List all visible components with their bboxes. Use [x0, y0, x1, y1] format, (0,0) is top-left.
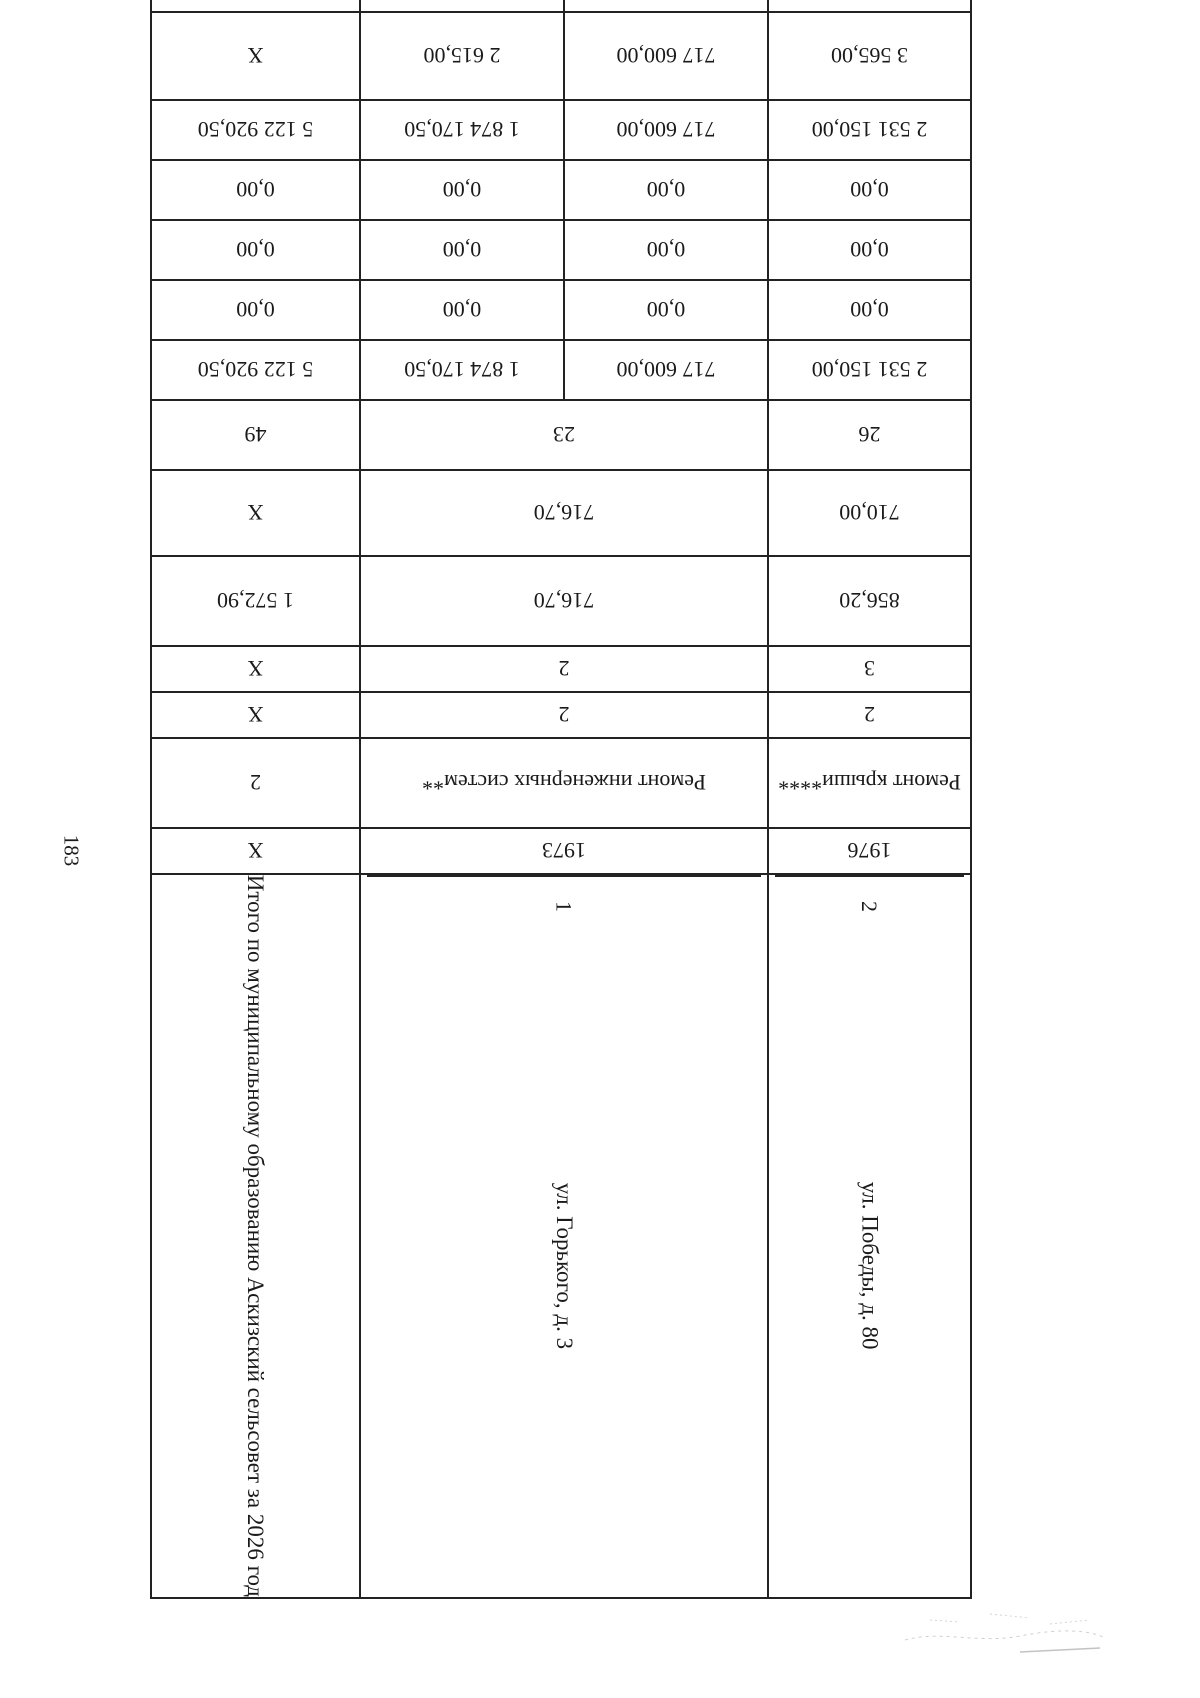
col-b-cell: 3 [768, 646, 971, 692]
page-number: 183 [59, 834, 84, 867]
unit-cost-sub: 2 615,00 [360, 12, 564, 100]
row-residents [151, 400, 971, 470]
work-type-cell: Ремонт инженерных систем** [360, 738, 768, 828]
row-address [151, 874, 971, 1598]
cost-local-sub: 0,00 [360, 160, 564, 220]
row-limit-cost [151, 0, 971, 12]
cost-fund-cell: 0,00 [151, 280, 360, 340]
residents-cell: 26 [768, 400, 971, 470]
address-text: ул. Победы, д. 80 [857, 1182, 883, 1350]
col-a-cell: 2 [360, 692, 768, 738]
cost-fund-sub: 0,00 [360, 280, 564, 340]
row-number: 2 [775, 875, 964, 935]
cost-total-cell: 2 531 150,00 [768, 340, 971, 400]
cost-total-sub: 717 600,00 [564, 340, 768, 400]
area-2-cell: 716,70 [360, 470, 768, 556]
cost-owners-sub: 1 874 170,50 [360, 100, 564, 160]
row-col-a [151, 692, 971, 738]
cost-region-cell: 0,00 [768, 220, 971, 280]
cost-region-sub: 0,00 [360, 220, 564, 280]
unit-cost-cell: X [151, 12, 360, 100]
area-1-cell: 856,20 [768, 556, 971, 646]
limit-cost-sub [564, 0, 768, 12]
row-cost-owners [151, 100, 971, 160]
work-type-cell: 2 [151, 738, 360, 828]
residents-cell: 23 [360, 400, 768, 470]
row-col-b [151, 646, 971, 692]
area-1-cell: 1 572,90 [151, 556, 360, 646]
area-1-cell: 716,70 [360, 556, 768, 646]
year-cell: 1973 [360, 828, 768, 874]
col-a-cell: X [151, 692, 360, 738]
col-b-cell: X [151, 646, 360, 692]
row-cost-total [151, 340, 971, 400]
unit-cost-cell: 3 565,00 [768, 12, 971, 100]
row-area-2 [151, 470, 971, 556]
row-cost-local [151, 160, 971, 220]
cost-owners-cell: 5 122 920,50 [151, 100, 360, 160]
area-2-cell: X [151, 470, 360, 556]
year-cell: X [151, 828, 360, 874]
total-label: Итого по муниципальному образованию Аскизский сельсовет за 2026 год [243, 874, 269, 1597]
row-work-type [151, 738, 971, 828]
work-type-cell: Ремонт крыши**** [768, 738, 971, 828]
area-2-cell: 710,00 [768, 470, 971, 556]
cost-region-cell: 0,00 [151, 220, 360, 280]
address-cell-row1 [768, 874, 971, 1598]
residents-cell: 49 [151, 400, 360, 470]
cost-fund-sub: 0,00 [564, 280, 768, 340]
row-unit-cost [151, 12, 971, 100]
cost-local-cell: 0,00 [768, 160, 971, 220]
address-cell-row2 [360, 874, 768, 1598]
limit-cost-cell [768, 0, 971, 12]
cost-total-cell: 5 122 920,50 [151, 340, 360, 400]
table [150, 0, 972, 1599]
row-number: 1 [367, 875, 761, 935]
cost-region-sub: 0,00 [564, 220, 768, 280]
cost-fund-cell: 0,00 [768, 280, 971, 340]
scan-artifact-stamp [900, 1600, 1110, 1660]
repair-schedule-table [152, 43, 972, 1599]
row-area-1 [151, 556, 971, 646]
cost-total-sub: 1 874 170,50 [360, 340, 564, 400]
limit-cost-sub [360, 0, 564, 12]
col-a-cell: 2 [768, 692, 971, 738]
row-year [151, 828, 971, 874]
cost-owners-cell: 2 531 150,00 [768, 100, 971, 160]
cost-owners-sub: 717 600,00 [564, 100, 768, 160]
row-cost-region [151, 220, 971, 280]
col-b-cell: 2 [360, 646, 768, 692]
limit-cost-cell [151, 0, 360, 12]
year-cell: 1976 [768, 828, 971, 874]
cost-local-cell: 0,00 [151, 160, 360, 220]
row-cost-fund [151, 280, 971, 340]
cost-local-sub: 0,00 [564, 160, 768, 220]
address-text: ул. Горького, д. 3 [552, 1182, 578, 1350]
unit-cost-sub: 717 600,00 [564, 12, 768, 100]
total-label-cell [151, 874, 360, 1598]
